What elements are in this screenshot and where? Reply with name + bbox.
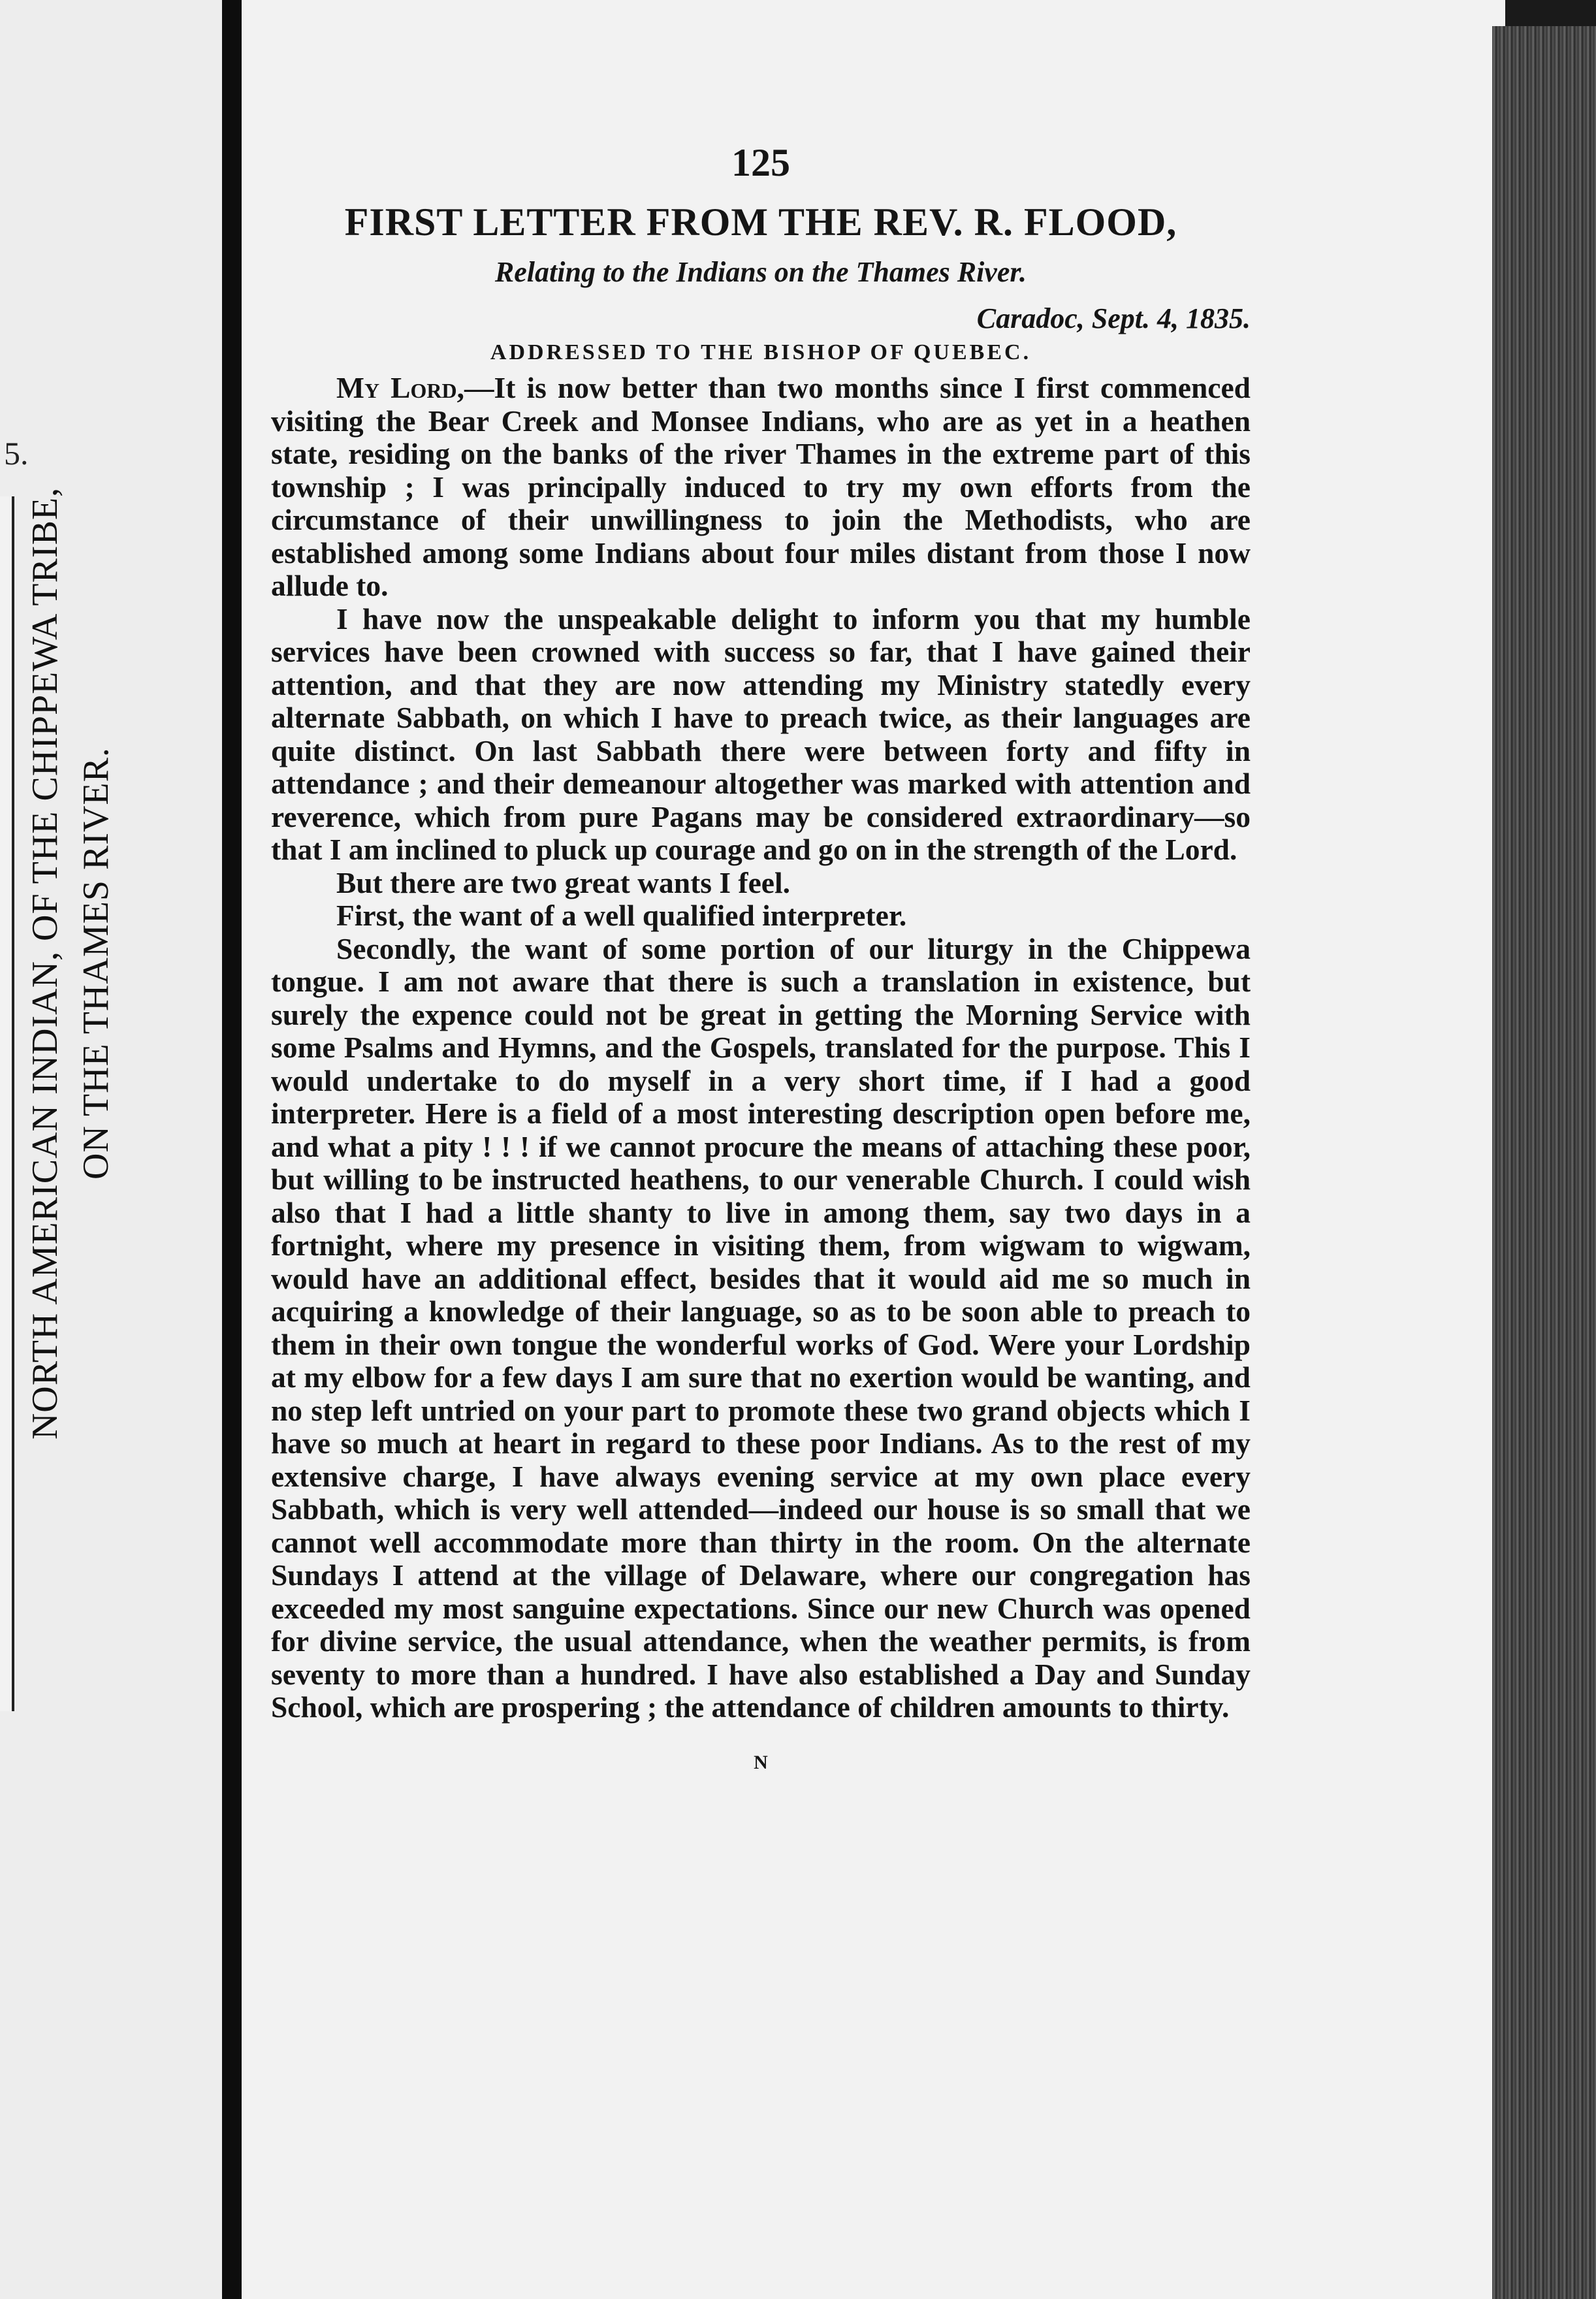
- plate-caption-line-1: NORTH AMERICAN INDIAN, OF THE CHIPPEWA TRIBE,: [25, 487, 65, 1440]
- addressed-to: ADDRESSED TO THE BISHOP OF QUEBEC.: [490, 340, 1032, 364]
- body-paragraph: Secondly, the want of some portion of our liturgy in the Chippewa tongue. I am not aware that there is such a translation in existence, but surely the expence could not be great in getting the Morning Service with some Psalms and Hymns, and the Gospels, translated for the purpose. This I would undertake to do myself in a very short time, if I had a good interpreter. Here is a field of a most interesting description open before me, and what a pity ! ! ! if we cannot procure the means of attaching these poor, but willing to be instructed heathens, to our venerable Church. I could wish also that I had a little shanty to live in among them, say two days in a fortnight, where my presence in visiting them, from wigwam to wigwam, would have an additional effect, besides that it would aid me so much in acquiring a knowledge of their language, so as to be soon able to preach to them in their own tongue the wonderful works of God. Were your Lordship at my elbow for a few days I am sure that no exertion would be wanting, and no step left untried on your part to promote these two grand objects which I have so much at heart in regard to these poor Indians. As to the rest of my extensive charge, I have always evening service at my own place every Sabbath, which is very well attended—indeed our house is so small that we cannot well accommodate more than thirty in the room. On the alternate Sundays I attend at the village of Delaware, where our congregation has exceeded my most sanguine expectations. Since our new Church was opened for divine service, the usual attendance, when the weather permits, is from seventy to more than a hundred. I have also established a Day and Sunday School, which are prospering ; the attendance of children amounts to thirty.: [271, 931, 1251, 1724]
- paragraph-text: —It is now better than two months since I first commenced visiting the Bear Creek and Monsee Indians, who are as yet in a heathen state, residing on the banks of the river Thames in the extreme part of this township ; I was principally induced to try my own efforts from the circumstance of their unwillingness to join the Methodists, who are established among some Indians about four miles distant from those I now allude to.: [271, 371, 1251, 602]
- page-text-column: [271, 140, 1251, 1774]
- body-paragraph: [271, 372, 1251, 603]
- book-spine: [222, 0, 242, 2299]
- body-paragraph: First, the want of a well qualified interpreter.: [336, 899, 907, 932]
- plate-caption: [20, 294, 121, 1633]
- letter-heading: FIRST LETTER FROM THE REV. R. FLOOD,: [344, 201, 1177, 244]
- salutation: My Lord,: [336, 371, 464, 404]
- letter-subheading: Relating to the Indians on the Thames River.: [494, 256, 1027, 288]
- plate-caption-line-2: ON THE THAMES RIVER.: [76, 747, 116, 1180]
- page-number: 125: [731, 141, 790, 184]
- left-page-rule: [0, 496, 14, 1711]
- page-edges: [1492, 26, 1596, 2299]
- letter-date-line: Caradoc, Sept. 4, 1835.: [976, 302, 1251, 334]
- signature-mark: N: [754, 1751, 768, 1773]
- left-page-mark: 5.: [4, 435, 29, 472]
- body-paragraph: But there are two great wants I feel.: [336, 865, 790, 899]
- body-paragraph: I have now the unspeakable delight to inform you that my humble services have been crowned with success so far, that I have gained their attention, and that they are now attending my Ministry statedly every alternate Sabbath, on which I have to preach twice, as their languages are quite distinct. On last Sabbath there were between forty and fifty in attendance ; and their demeanour altogether was marked with attention and reverence, which from pure Pagans may be considered extraordinary—so that I am inclined to pluck up courage and go on in the strength of the Lord.: [271, 602, 1251, 866]
